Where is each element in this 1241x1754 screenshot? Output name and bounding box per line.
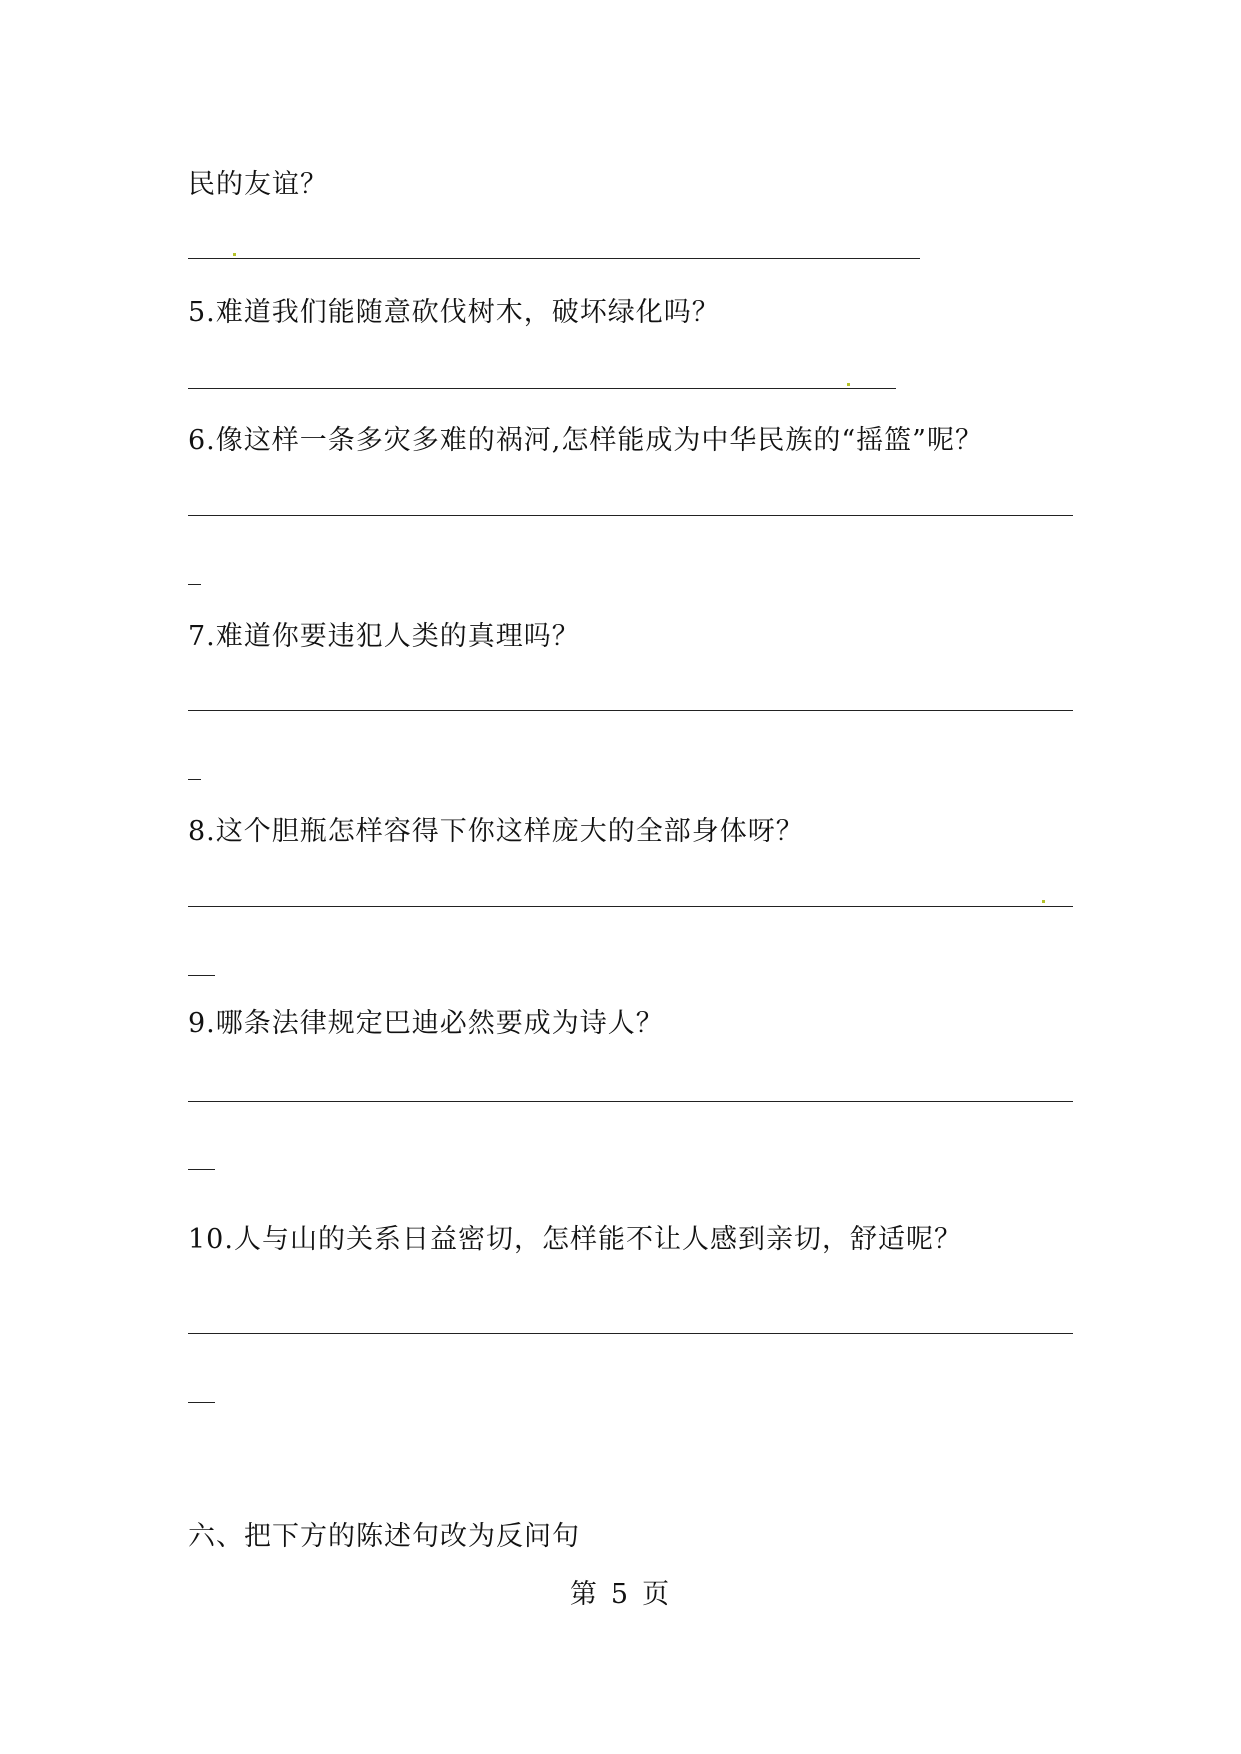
answer-line xyxy=(188,515,1073,516)
footer-suffix: 页 xyxy=(642,1579,672,1610)
footer-prefix: 第 xyxy=(569,1579,599,1610)
answer-line-wrap xyxy=(188,975,215,976)
question-6: 6.像这样一条多灾多难的祸河,怎样能成为中华民族的“摇篮”呢？ xyxy=(188,425,983,456)
answer-line xyxy=(188,906,1073,907)
question-5: 5.难道我们能随意砍伐树木，破坏绿化吗？ xyxy=(188,297,720,328)
answer-line xyxy=(188,710,1073,711)
answer-line-wrap xyxy=(188,1169,215,1170)
page-footer xyxy=(0,1578,1241,1612)
scan-speck xyxy=(1042,900,1045,903)
section-heading: 六、把下方的陈述句改为反问句 xyxy=(188,1521,580,1552)
question-continuation: 民的友谊？ xyxy=(188,169,328,200)
answer-line-wrap xyxy=(188,779,201,780)
question-9: 9.哪条法律规定巴迪必然要成为诗人？ xyxy=(188,1008,664,1039)
page-number: 5 xyxy=(610,1579,631,1610)
answer-line-wrap xyxy=(188,1402,215,1403)
answer-line xyxy=(188,1101,1073,1102)
question-7: 7.难道你要违犯人类的真理吗？ xyxy=(188,621,580,652)
answer-line-wrap xyxy=(188,584,201,585)
answer-line xyxy=(188,258,920,259)
answer-line xyxy=(188,388,896,389)
question-8: 8.这个胆瓶怎样容得下你这样庞大的全部身体呀？ xyxy=(188,816,804,847)
scan-speck xyxy=(847,383,850,386)
scan-speck xyxy=(233,253,236,256)
question-10: 10.人与山的关系日益密切，怎样能不让人感到亲切，舒适呢？ xyxy=(188,1224,962,1255)
answer-line xyxy=(188,1333,1073,1334)
